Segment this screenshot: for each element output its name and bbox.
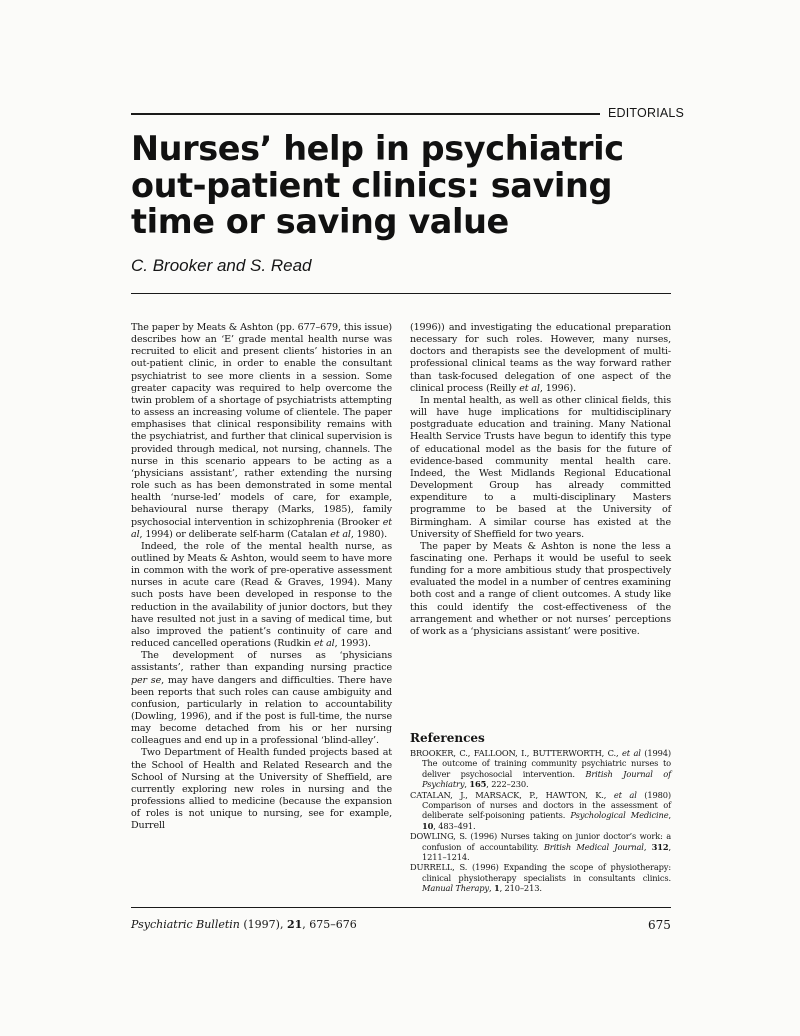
- references-heading: References: [410, 731, 485, 745]
- reference-item: CATALAN, J., MARSACK, P., HAWTON, K., et al (1980) Comparison of nurses and doctors in the assessment of deliberate self-poisoning patients. Psychological Medicine, 10, 483–491.: [410, 789, 671, 831]
- right-column: [410, 322, 671, 638]
- paragraph: The paper by Meats & Ashton is none the less a fascinating one. Perhaps it would be useful to seek funding for a more ambitious study that prospectively evaluated the model in a number of centres examining both cost and a range of client outcomes. A study like this could identify the cost-effectiveness of the arrangement and whether or not nurses’ perceptions of work as a ‘physicians assistant’ were positive.: [410, 540, 671, 637]
- reference-item: DOWLING, S. (1996) Nurses taking on junior doctor’s work: a confusion of accountability. British Medical Journal, 312, 1211–1214.: [410, 831, 671, 863]
- footer-rule: [131, 907, 671, 908]
- reference-item: DURRELL, S. (1996) Expanding the scope of physiotherapy: clinical physiotherapy specialists in consultants clinics. Manual Therapy, 1, 210–213.: [410, 862, 671, 894]
- journal-citation: Psychiatric Bulletin (1997), 21, 675–676: [131, 918, 357, 931]
- article-authors: C. Brooker and S. Read: [131, 256, 312, 275]
- reference-item: BROOKER, C., FALLOON, I., BUTTERWORTH, C., et al (1994) The outcome of training community psychiatric nurses to deliver psychosocial intervention. British Journal of Psychiatry, 165, 222–230.: [410, 748, 671, 790]
- paragraph: Indeed, the role of the mental health nurse, as outlined by Meats & Ashton, would seem to have more in common with the work of pre-operative assessment nurses in acute care (Read & Graves, 1994). Many such posts have been developed in response to the reduction in the availability of junior doctors, but they have resulted not just in a saving of medical time, but also improved the patient’s continuity of care and reduced cancelled operations (Rudkin et al, 1993).: [131, 540, 392, 650]
- paragraph: (1996)) and investigating the educational preparation necessary for such roles. However, many nurses, doctors and therapists see the development of multi-professional clinical teams as the way forward rather than task-focused delegation of one aspect of the clinical process (Reilly et al, 1996).: [410, 322, 671, 394]
- left-column: [131, 322, 392, 833]
- article-title: Nurses’ help in psychiatric out-patient clinics: saving time or saving value: [131, 129, 624, 241]
- reference-list: [410, 748, 671, 894]
- paragraph: In mental health, as well as other clinical fields, this will have huge implications for multidisciplinary postgraduate education and training. Many National Health Service Trusts have begun to identify this type of educational model as the basis for the future of evidence-based community mental health care. Indeed, the West Midlands Regional Educational Development Group has already committed expenditure to a multi-disciplinary Masters programme to be based at the University of Birmingham. A similar course has existed at the University of Sheffield for two years.: [410, 394, 671, 540]
- paragraph: Two Department of Health funded projects based at the School of Health and Related Research and the School of Nursing at the University of Sheffield, are currently exploring new roles in nursing and the professions allied to medicine (because the expansion of roles is not unique to nursing, see for example, Durrell: [131, 747, 392, 832]
- title-divider: [131, 293, 671, 294]
- header-rule: [131, 113, 600, 115]
- paragraph: The paper by Meats & Ashton (pp. 677–679, this issue) describes how an ‘E’ grade mental health nurse was recruited to elicit and present clients’ histories in an out-patient clinic, in order to enable the consultant psychiatrist to see more clients in a session. Some greater capacity was required to help overcome the twin problem of a shortage of psychiatrists attempting to assess an increasing volume of clientele. The paper emphasises that clinical responsibility remains with the psychiatrist, and further that clinical supervision is provided through medical, not nursing, channels. The nurse in this scenario appears to be acting as a ‘physicians assistant’, rather extending the nursing role such as has been demonstrated in some mental health ‘nurse-led’ models of care, for example, behavioural nurse therapy (Marks, 1985), family psychosocial intervention in schizophrenia (Brooker et al, 1994) or deliberate self-harm (Catalan et al, 1980).: [131, 322, 392, 540]
- paragraph: The development of nurses as ‘physicians assistants’, rather than expanding nursing practice per se, may have dangers and difficulties. There have been reports that such roles can cause ambiguity and confusion, particularly in relation to accountability (Dowling, 1996), and if the post is full-time, the nurse may become detached from his or her nursing colleagues and end up in a professional ‘blind-alley’.: [131, 650, 392, 747]
- section-label: EDITORIALS: [608, 106, 685, 120]
- page-number: 675: [648, 918, 671, 932]
